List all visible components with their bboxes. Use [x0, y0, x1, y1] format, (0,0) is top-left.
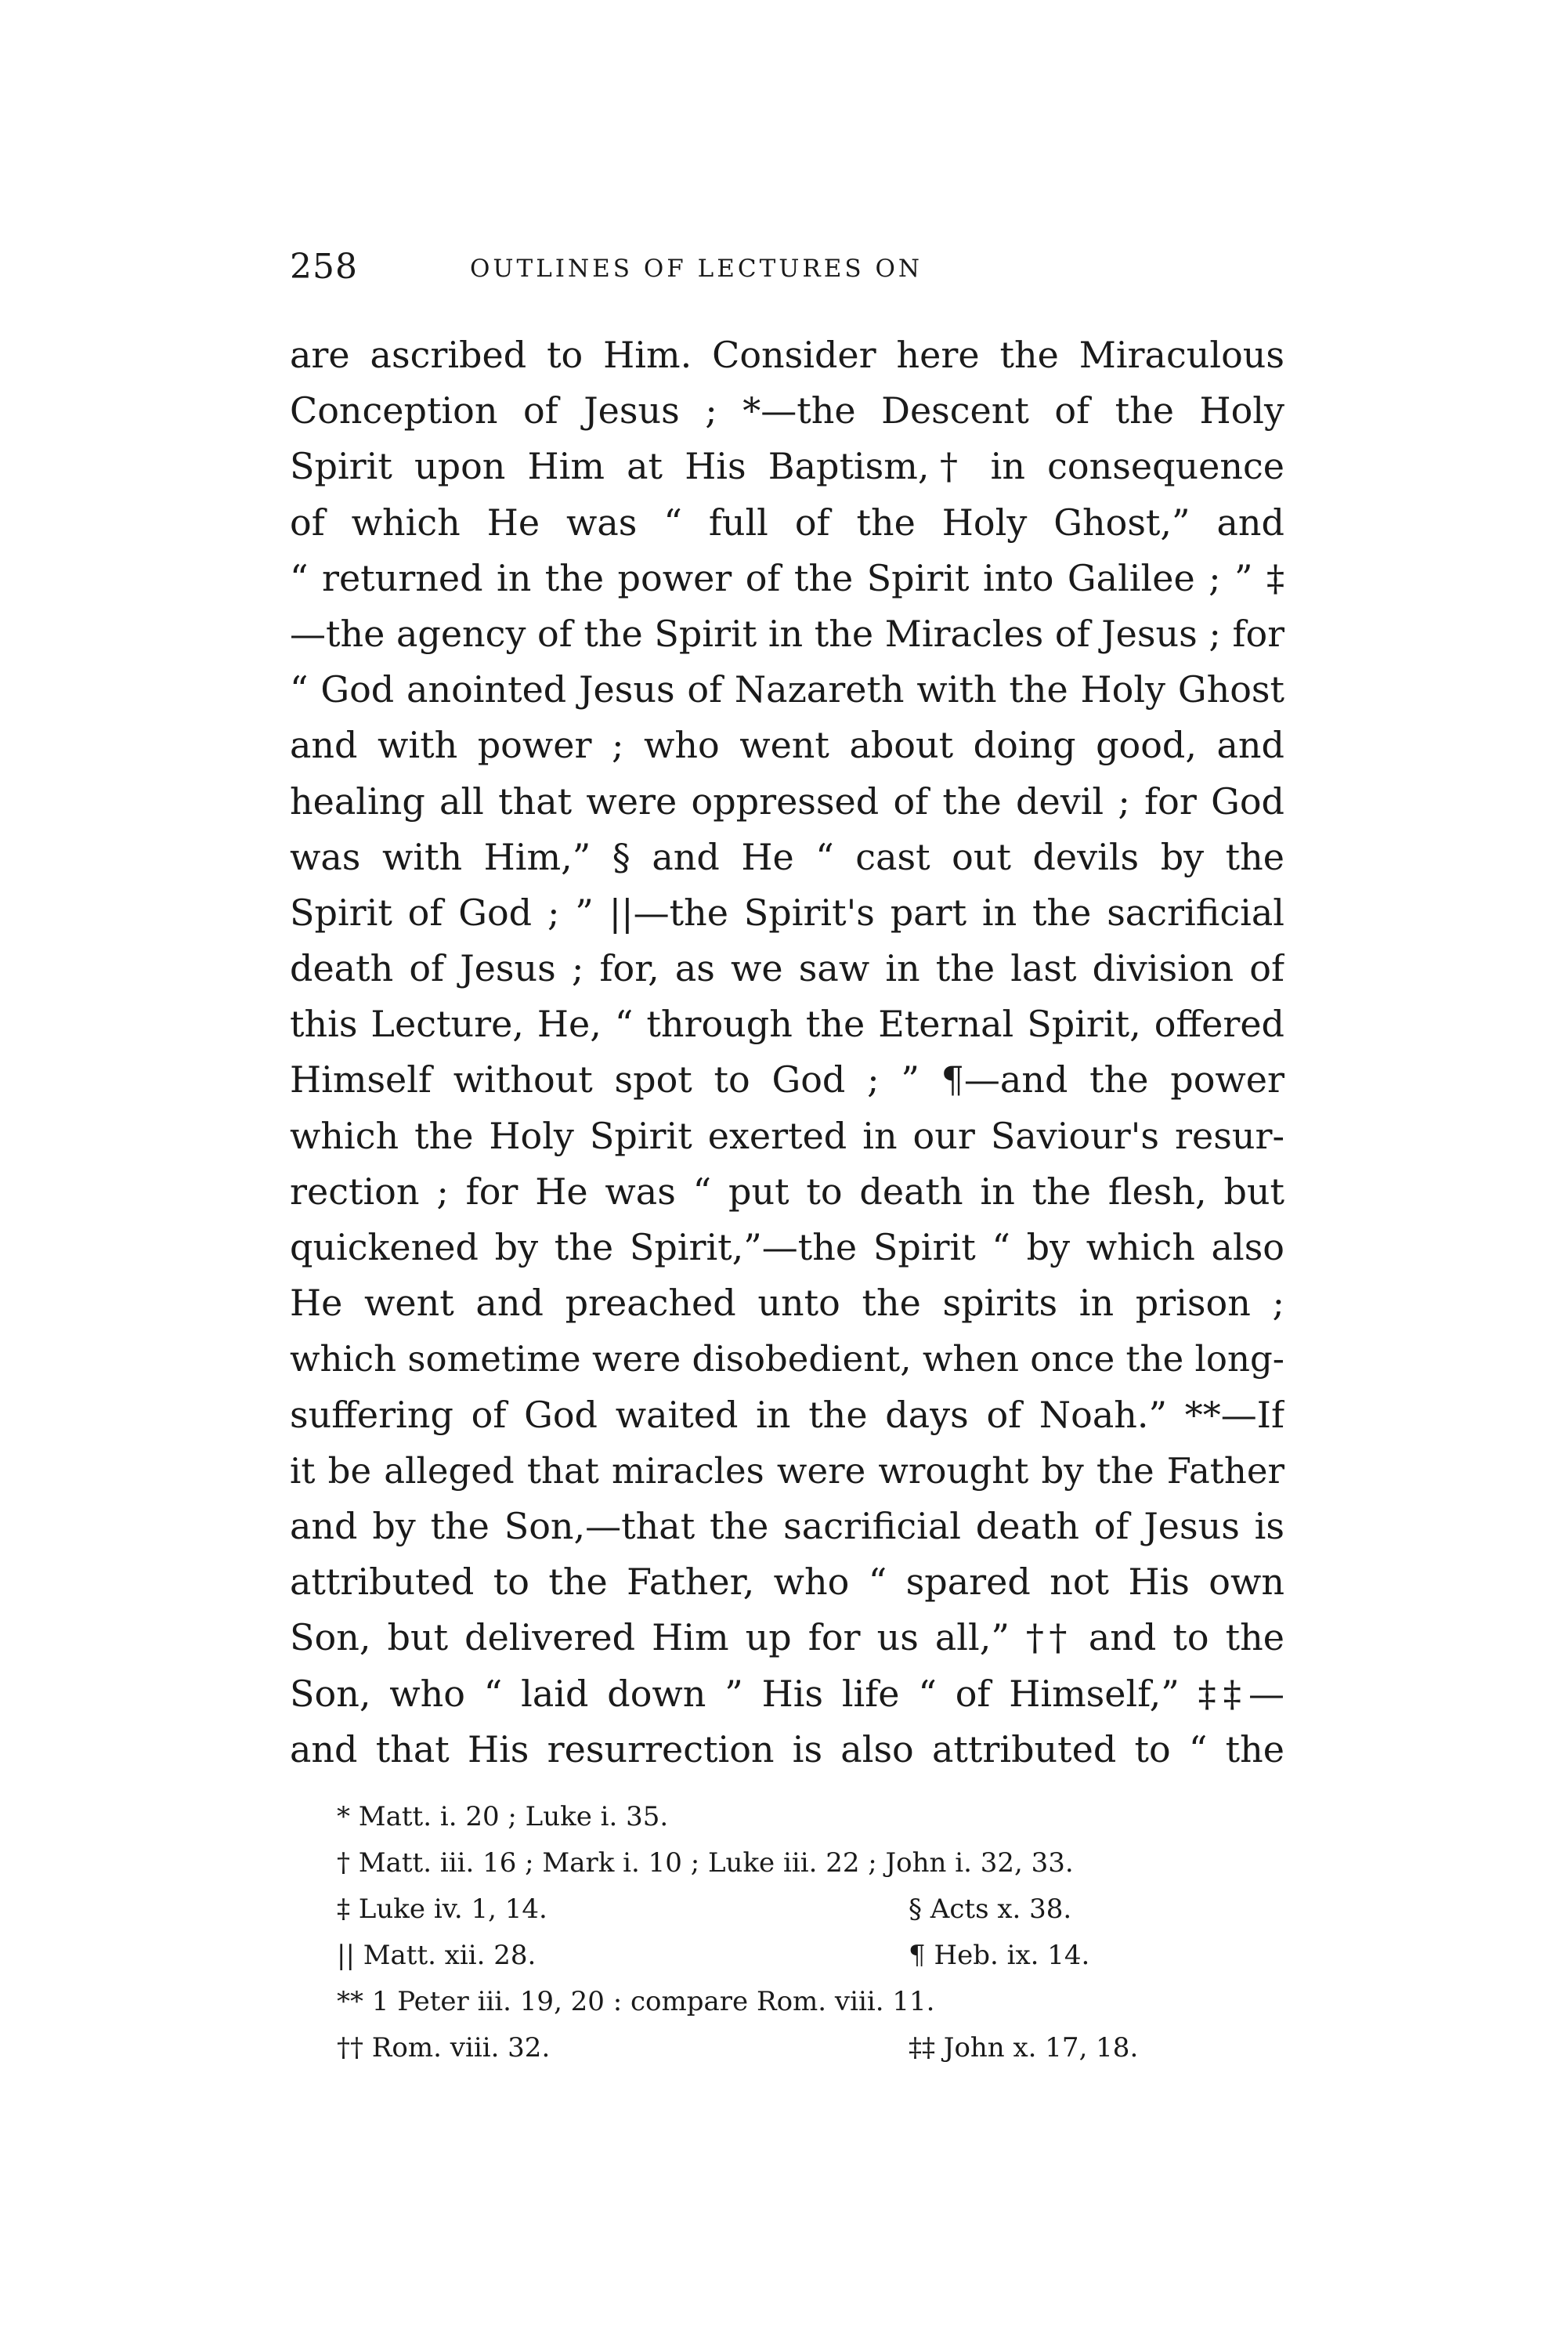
body-line: Son, who “ laid down ” His life “ of Himself,” ‡‡— — [290, 1672, 1284, 1715]
body-line: was with Him,” § and He “ cast out devils by the — [290, 835, 1284, 878]
body-line: suffering of God waited in the days of Noah.” **—If — [290, 1393, 1284, 1436]
footnote: ¶ Heb. ix. 14. — [909, 1940, 1090, 1971]
footnote: * Matt. i. 20 ; Luke i. 35. — [337, 1801, 669, 1832]
footnote: § Acts x. 38. — [909, 1893, 1072, 1925]
body-line: it be alleged that miracles were wrought by the Father — [290, 1449, 1284, 1492]
running-title: OUTLINES OF LECTURES ON — [470, 255, 923, 283]
body-line: “ returned in the power of the Spirit into Galilee ; ” ‡ — [290, 556, 1284, 599]
footnote-row — [337, 1840, 1308, 1886]
body-line: Spirit upon Him at His Baptism,† in consequence — [290, 445, 1284, 488]
body-line: which sometime were disobedient, when once the long- — [290, 1338, 1284, 1380]
body-line: of which He was “ full of the Holy Ghost,” and — [290, 501, 1284, 544]
footnote-row — [337, 2025, 1308, 2071]
body-line: and that His resurrection is also attributed to “ the — [290, 1727, 1284, 1770]
running-head — [290, 247, 1284, 294]
footnote: || Matt. xii. 28. — [337, 1940, 537, 1971]
footnote: †† Rom. viii. 32. — [337, 2032, 551, 2063]
footnote-row — [337, 1886, 1308, 1933]
body-line: healing all that were oppressed of the devil ; for God — [290, 779, 1284, 823]
body-line: are ascribed to Him. Consider here the Miraculous — [290, 334, 1284, 376]
footnote: ‡ Luke iv. 1, 14. — [337, 1893, 547, 1925]
footnote: ** 1 Peter iii. 19, 20 : compare Rom. viii. 11. — [337, 1986, 935, 2017]
footnote-row — [337, 1794, 1308, 1840]
body-line: rection ; for He was “ put to death in the flesh, but — [290, 1170, 1284, 1213]
body-line: Spirit of God ; ” ||—the Spirit's part in the sacrificial — [290, 891, 1284, 934]
body-line: and by the Son,—that the sacrificial death of Jesus is — [290, 1504, 1284, 1547]
body-line: He went and preached unto the spirits in prison ; — [290, 1282, 1284, 1325]
footnote: † Matt. iii. 16 ; Mark i. 10 ; Luke iii. 22 ; John i. 32, 33. — [337, 1847, 1074, 1879]
body-text — [290, 327, 1284, 1778]
footnotes — [337, 1794, 1308, 2071]
body-line: which the Holy Spirit exerted in our Saviour's resur- — [290, 1114, 1284, 1157]
body-line: and with power ; who went about doing good, and — [290, 724, 1284, 767]
body-line: Conception of Jesus ; *—the Descent of the Holy — [290, 389, 1284, 432]
body-line: attributed to the Father, who “ spared not His own — [290, 1561, 1284, 1604]
footnote-row — [337, 1933, 1308, 1979]
body-line: quickened by the Spirit,”—the Spirit “ by which also — [290, 1226, 1284, 1268]
footnote: ‡‡ John x. 17, 18. — [909, 2032, 1139, 2063]
body-line: —the agency of the Spirit in the Miracles of Jesus ; for — [290, 612, 1284, 655]
body-line: death of Jesus ; for, as we saw in the last division of — [290, 947, 1284, 990]
body-line: Himself without spot to God ; ” ¶—and the power — [290, 1058, 1284, 1101]
body-line: Son, but delivered Him up for us all,” †† and to the — [290, 1616, 1284, 1659]
footnote-row — [337, 1979, 1308, 2025]
page-number: 258 — [290, 247, 358, 287]
body-line: “ God anointed Jesus of Nazareth with the Holy Ghost — [290, 668, 1284, 711]
body-line: this Lecture, He, “ through the Eternal Spirit, offered — [290, 1003, 1284, 1046]
